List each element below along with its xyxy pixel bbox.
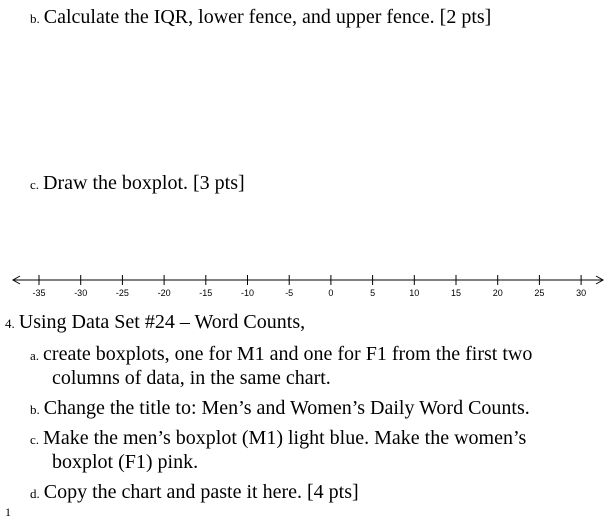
number-line bbox=[0, 266, 611, 300]
page-number: 1 bbox=[5, 505, 11, 519]
question-4b bbox=[30, 396, 530, 422]
question-text: boxplot (F1) pink. bbox=[52, 451, 199, 473]
number-line-tick-label: -10 bbox=[240, 288, 255, 298]
number-line-tick-label: 0 bbox=[328, 288, 334, 298]
item-marker: b. bbox=[30, 402, 40, 417]
question-text: create boxplots, one for M1 and one for F1 from the first two bbox=[43, 343, 533, 365]
question-text: Draw the boxplot. [3 pts] bbox=[43, 172, 245, 194]
number-line-tick-label: 15 bbox=[450, 288, 462, 298]
question-4a-continued bbox=[52, 366, 331, 390]
question-4c-continued bbox=[52, 450, 198, 474]
item-marker: 4. bbox=[5, 316, 15, 331]
item-marker: c. bbox=[30, 177, 40, 192]
question-3c bbox=[30, 171, 245, 197]
question-text: Calculate the IQR, lower fence, and upper fence. [2 pts] bbox=[43, 6, 492, 28]
question-text: Change the title to: Men’s and Women’s Daily Word Counts. bbox=[43, 397, 530, 419]
number-line-tick-label: 20 bbox=[492, 288, 503, 298]
number-line-tick-label: -5 bbox=[285, 288, 294, 298]
item-marker: a. bbox=[30, 348, 40, 363]
number-line-tick-label: -30 bbox=[74, 288, 88, 298]
number-line-tick-label: -20 bbox=[157, 288, 171, 298]
question-4a bbox=[30, 342, 532, 368]
question-4 bbox=[5, 310, 305, 336]
question-text: Make the men’s boxplot (M1) light blue. Make the women’s bbox=[43, 427, 527, 449]
item-marker: d. bbox=[30, 486, 40, 501]
number-line-tick-label: -35 bbox=[32, 288, 46, 298]
question-4c bbox=[30, 426, 526, 452]
number-line-tick-label: 30 bbox=[576, 288, 587, 298]
item-marker: c. bbox=[30, 432, 40, 447]
number-line-tick-label: -25 bbox=[115, 288, 129, 298]
number-line-tick-label: 5 bbox=[370, 288, 376, 298]
number-line-tick-label: -15 bbox=[199, 288, 213, 298]
item-marker: b. bbox=[30, 11, 40, 26]
question-3b bbox=[30, 5, 491, 31]
number-line-tick-label: 25 bbox=[534, 288, 545, 298]
question-text: Copy the chart and paste it here. [4 pts] bbox=[43, 481, 359, 503]
number-line-tick-label: 10 bbox=[409, 288, 420, 298]
question-text: Using Data Set #24 – Word Counts, bbox=[18, 311, 306, 333]
question-4d bbox=[30, 480, 359, 506]
question-text: columns of data, in the same chart. bbox=[52, 367, 331, 389]
